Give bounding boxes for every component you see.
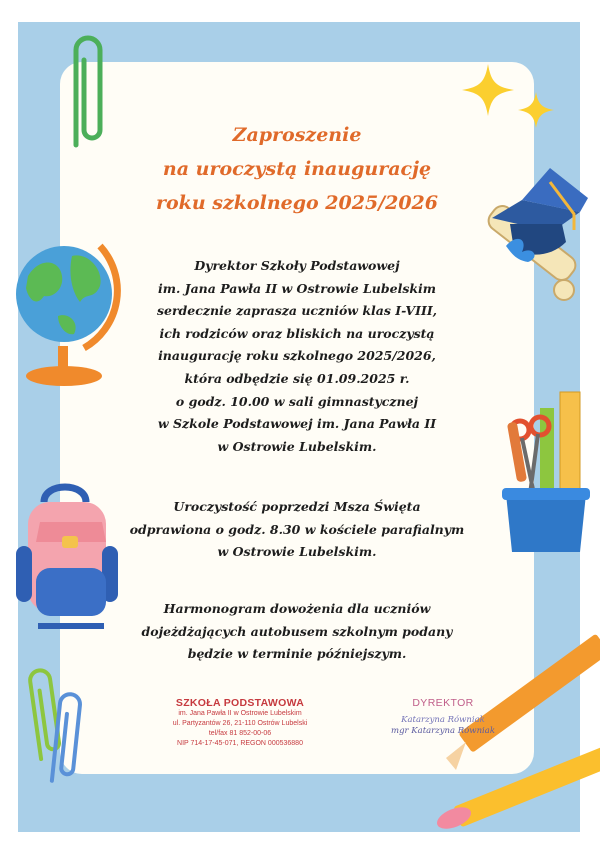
paragraph-line: inaugurację roku szkolnego 2025/2026, [158,348,436,364]
paragraph-line: Dyrektor Szkoły Podstawowej [194,258,400,273]
paragraph-line: w Szkole Podstawowej im. Jana Pawła II [157,416,437,432]
title-line: na uroczystą inaugurację [162,158,432,180]
paragraph-line: będzie w terminie późniejszym. [187,646,407,662]
paragraph-line: która odbędzie się 01.09.2025 r. [184,370,410,386]
paragraph-line: o godz. 10.00 w sali gimnastycznej [175,393,419,409]
school-stamp [160,697,320,749]
stamp-line: im. Jana Pawła II w Ostrowie Lubelskim [178,710,302,717]
paragraph-line: odprawiona o godz. 8.30 w kościele parafialnym [129,521,465,537]
stamp-line: ul. Partyzantów 26, 21-110 Ostrów Lubelski [172,720,308,727]
transport-paragraph [60,598,534,666]
paragraph-line: dojeżdżających autobusem szkolnym podany [141,623,453,639]
stamp-line: tel/fax 81 852-00-06 [208,730,272,737]
mass-paragraph [60,496,534,564]
paragraph-line: w Ostrowie Lubelskim. [217,438,377,454]
invitation-title [60,118,534,220]
director-stamp [368,697,518,736]
title-line: roku szkolnego 2025/2026 [156,192,438,214]
paragraph-line: serdecznie zaprasza uczniów klas I-VIII, [156,303,438,319]
paragraph-line: Uroczystość poprzedzi Msza Święta [173,499,421,514]
paperclips-icon [22,662,92,792]
paragraph-line: ich rodziców oraz bliskich na uroczystą [159,325,435,341]
director-name: mgr Katarzyna Równiak [391,726,495,736]
invitation-paragraph [60,255,534,458]
director-role: DYREKTOR [412,697,474,709]
paragraph-line: im. Jana Pawła II w Ostrowie Lubelskim [157,280,436,296]
paragraph-line: w Ostrowie Lubelskim. [217,544,377,560]
title-line: Zaproszenie [232,124,362,146]
stamp-line: NIP 714-17-45-071, REGON 000536880 [177,740,303,747]
stamp-school-name: SZKOŁA PODSTAWOWA [175,697,305,709]
director-signature: Katarzyna Równiak [401,715,485,725]
paragraph-line: Harmonogram dowożenia dla uczniów [163,601,431,616]
